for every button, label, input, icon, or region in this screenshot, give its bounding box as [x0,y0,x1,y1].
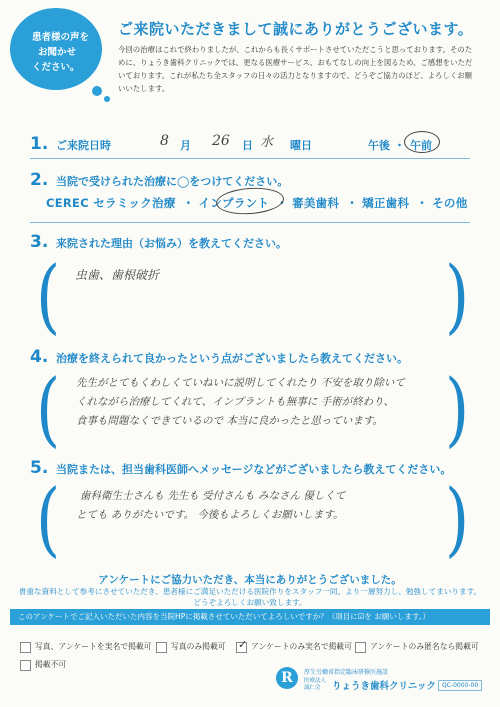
left-bracket: ( [36,470,61,566]
handwritten-answer-line: 歯科衛生士さんも 先生も 受付さんも みなさん 優しくて [80,490,346,502]
bubble-tail-dot [104,96,110,102]
option-cerec: CEREC セラミック治療 [46,196,176,210]
bubble-line: ください。 [32,62,80,73]
checkbox-checked[interactable] [236,637,248,653]
checkbox-label: アンケートのみ匿名なら掲載可 [370,642,479,651]
separator-dot: ・ [276,196,289,210]
checkbox[interactable] [20,660,31,671]
thanks-body [0,586,500,608]
checkbox-label: 写真、アンケートを実名で掲載可 [35,642,152,651]
consent-option[interactable] [20,659,66,671]
question-title: 当院で受けられた治療に◯をつけてください。 [56,175,289,188]
clinic-logo-icon: R [276,667,298,689]
thanks-line: 貴重な資料として参考にさせていただき、患者様にご満足いただける医院作りをスタッフ一同、より一層努力し、勉強してまいります。 [18,587,482,596]
page-title: ご来院いただきまして誠にありがとうございます。 [118,20,474,38]
question-title: 治療を終えられて良かったという点がございましたら教えてください。 [56,352,408,365]
thanks-title: アンケートにご協力いただき、本当にありがとうございました。 [98,574,402,586]
separator-dot: ・ [394,139,405,152]
question-title: 来院された理由（お悩み）を教えてください。 [56,237,287,250]
checkbox[interactable] [156,642,167,653]
handwritten-circle [404,131,440,153]
checkbox[interactable] [355,642,366,653]
day-label: 日 [242,139,253,152]
clinic-license: 厚生労働省指定臨床研修医施設 [304,669,389,676]
right-bracket: ) [445,360,470,456]
handwritten-weekday: 水 [260,135,274,150]
speech-bubble [10,8,102,90]
handwritten-month: 8 [160,133,169,149]
handwritten-answer-line: とても ありがたいです。 今後もよろしくお願いします。 [76,509,344,521]
am-label: 午後 [368,139,390,152]
thanks-line: どうぞよろしくお願い致します。 [193,598,307,607]
handwritten-answer-line: 先生がとてもくわしくていねいに説明してくれたり 不安を取り除いて [76,377,405,389]
divider [30,222,470,223]
handwritten-circle [215,186,285,217]
consent-option[interactable] [20,641,151,653]
separator-dot: ・ [182,196,195,210]
handwritten-answer-line: 食事も問題なくできているので 本当に良かったと思っています。 [76,415,383,427]
bubble-line: お聞かせ [38,47,77,58]
consent-option[interactable] [355,641,479,653]
separator-dot: ・ [346,196,359,210]
checkbox-label: 掲載不可 [35,660,67,669]
consent-option[interactable] [236,637,352,653]
question-number: 5. [30,458,49,478]
left-bracket: ( [36,247,61,343]
option-implant: インプラント [198,196,270,210]
divider [30,158,470,159]
question-title: 当院または、担当歯科医師へメッセージなどがございましたら教えてください。 [56,463,452,476]
checkbox-label: 写真のみ掲載可 [171,642,226,651]
intro-text: 今回の治療はこれで終わりましたが、これからも長くサポートさせていただこうと思っております。そのために、りょうき歯科クリニックでは、更なる医療サービス、おもてなしの向上を図るため、ご感想をいただいております。これが私たち全スタッフの日々の活力となりますので、どうぞご協力のほど、よろしくお願いいたします。 [118,45,473,93]
consent-option[interactable] [156,641,226,653]
question-number: 2. [30,170,49,190]
separator-dot: ・ [416,196,429,210]
handwritten-answer-line: くれながら治療してくれて、インプラントも無事に 手術が終わり、 [76,396,395,408]
weekday-label: 曜日 [290,139,312,152]
checkbox[interactable] [20,642,31,653]
question-number: 1. [30,134,49,154]
right-bracket: ) [445,247,470,343]
checkbox-label: アンケートのみ実名で掲載可 [251,642,352,651]
form-code: QC-0000-00 [438,680,482,691]
question-title: ご来院日時 [56,139,111,152]
pm-label: 午前 [410,139,432,152]
month-label: 月 [180,139,191,152]
right-bracket: ) [445,470,470,566]
bubble-line: 患者様の声を [32,32,90,43]
clinic-name: りょうき歯科クリニック [332,681,436,692]
option-orthodontic: 矯正歯科 [362,196,410,210]
bubble-tail-dot [92,86,102,96]
consent-question-bar: このアンケートでご記入いただいた内容を当院HPに掲載させていただいてよろしいですか？（項目に☑を お願いします。） [10,609,490,625]
check-icon: ✓ [238,637,248,651]
left-bracket: ( [36,360,61,456]
option-cosmetic: 審美歯科 [292,196,340,210]
option-other: その他 [432,196,468,210]
clinic-corp: 医療法人 誠仁会 [304,678,327,691]
question-number: 4. [30,347,49,367]
handwritten-answer: 虫歯、歯根破折 [75,268,160,282]
question-number: 3. [30,232,49,252]
handwritten-day: 26 [212,133,230,149]
